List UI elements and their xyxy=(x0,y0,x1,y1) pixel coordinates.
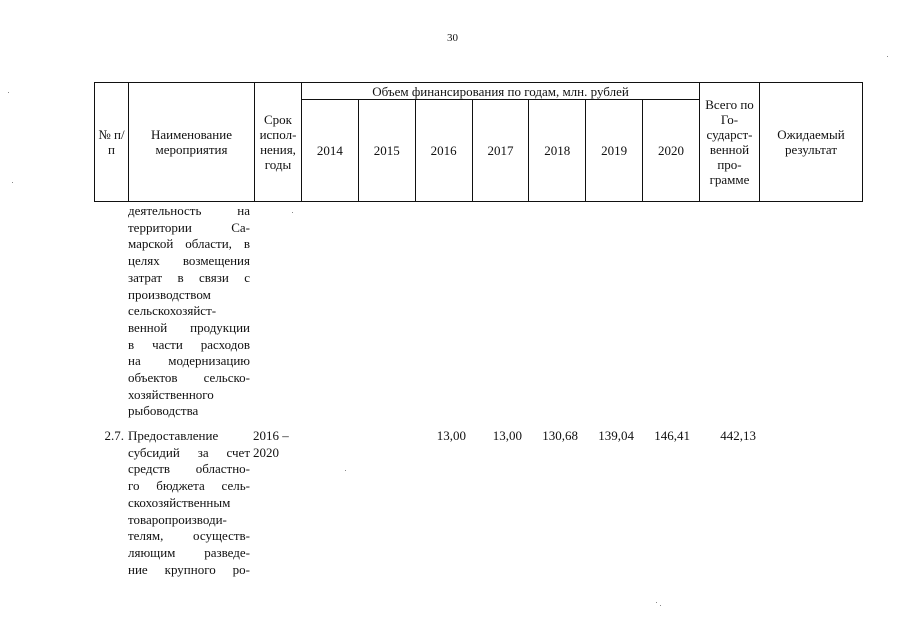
table-header xyxy=(94,82,863,202)
continued-name-line: сельскохозяйст- xyxy=(128,303,217,319)
header-year-2016: 2016 xyxy=(415,100,472,202)
scan-speck xyxy=(8,92,9,93)
continued-name-line: деятельность на xyxy=(128,203,250,218)
continued-name-line: на модернизацию xyxy=(128,353,250,369)
header-year-2019: 2019 xyxy=(586,100,643,202)
continued-name-line: венной продукции xyxy=(128,319,250,335)
page-number: 30 xyxy=(447,32,458,44)
scan-speck xyxy=(12,182,13,183)
row-name-line: средств областно- xyxy=(128,461,250,477)
value-2016: 13,00 xyxy=(436,428,466,443)
continued-name-line: в части расходов xyxy=(128,336,250,352)
row-name-line: товаропроизводи- xyxy=(128,511,227,527)
header-year-2015: 2015 xyxy=(358,100,415,202)
continued-name-line: объектов сельско- xyxy=(128,370,250,386)
row-term-line: 2016 – xyxy=(253,428,289,443)
continued-name-line: затрат в связи с xyxy=(128,269,250,285)
row-name-line: ние крупного ро- xyxy=(128,561,250,577)
row-name-line: скохозяйственным xyxy=(128,494,231,510)
value-total: 442,13 xyxy=(720,428,756,443)
header-year-2018: 2018 xyxy=(529,100,586,202)
header-year-2020: 2020 xyxy=(643,100,700,202)
row-name-line: Предоставление xyxy=(128,428,219,443)
row-term xyxy=(253,428,299,461)
row-term-line: 2020 xyxy=(253,444,279,460)
header-number: № п/п xyxy=(95,83,129,202)
value-2020: 146,41 xyxy=(654,428,690,443)
row-name-line: ляющим разведе- xyxy=(128,544,250,560)
header-financing-group: Объем финансирования по годам, млн. рублей xyxy=(302,83,700,100)
header-total: Всего по Го-сударст-венной про-грамме xyxy=(700,83,760,202)
value-2019: 139,04 xyxy=(598,428,634,443)
header-result: Ожидаемый результат xyxy=(760,83,863,202)
value-2018: 130,68 xyxy=(542,428,578,443)
header-year-2017: 2017 xyxy=(472,100,529,202)
scan-speck xyxy=(345,470,346,471)
row-name xyxy=(128,428,250,578)
row-name-line: субсидий за счет xyxy=(128,444,250,460)
continued-name-line: хозяйственного xyxy=(128,386,214,402)
continued-name-line: рыбоводства xyxy=(128,403,199,419)
header-term: Срок испол-нения, годы xyxy=(255,83,302,202)
continued-row-name xyxy=(128,203,250,420)
value-2017: 13,00 xyxy=(492,428,522,443)
continued-name-line: целях возмещения xyxy=(128,253,250,269)
continued-name-line: марской области, в xyxy=(128,236,250,252)
scan-speck xyxy=(660,605,661,606)
continued-name-line: территории Са- xyxy=(128,219,250,235)
scan-speck xyxy=(887,56,888,57)
row-number: 2.7. xyxy=(104,428,124,443)
continued-name-line: производством xyxy=(128,286,211,302)
scan-speck xyxy=(656,602,657,603)
header-year-2014: 2014 xyxy=(302,100,359,202)
row-name-line: телям, осуществ- xyxy=(128,528,250,544)
row-name-line: го бюджета сель- xyxy=(128,478,250,494)
scan-speck xyxy=(292,212,293,213)
header-name: Наименование мероприятия xyxy=(129,83,255,202)
